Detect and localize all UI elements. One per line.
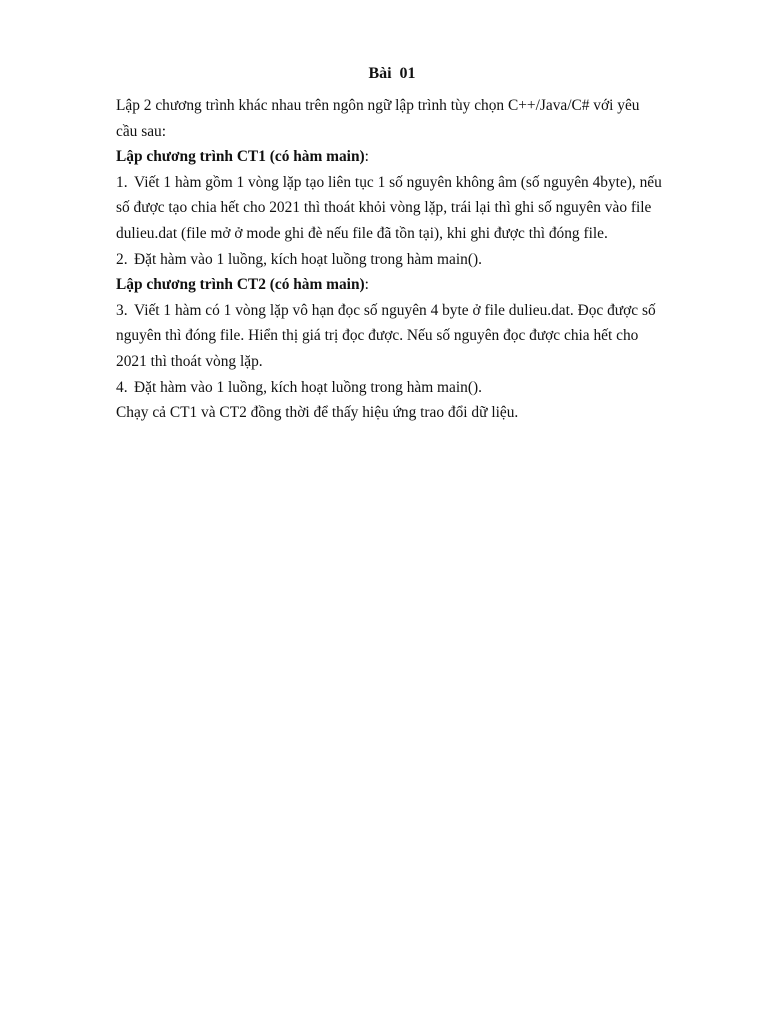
document-body xyxy=(116,93,664,426)
ct2-heading-colon: : xyxy=(364,276,369,294)
page-title: Bài 01 xyxy=(368,65,416,82)
list-item-2 xyxy=(116,247,664,273)
item-number-4: 4. xyxy=(116,378,128,396)
ct1-heading-colon: : xyxy=(364,148,369,166)
closing-paragraph: Chạy cả CT1 và CT2 đồng thời để thấy hiệu ứng trao đổi dữ liệu. xyxy=(116,404,519,422)
ct2-heading-line xyxy=(116,272,664,298)
ct1-heading-line xyxy=(116,144,664,170)
ct1-heading: Lập chương trình CT1 (có hàm main) xyxy=(116,148,365,166)
item-text-2: Đặt hàm vào 1 luồng, kích hoạt luồng trong hàm main(). xyxy=(134,250,482,268)
intro-paragraph: Lập 2 chương trình khác nhau trên ngôn ngữ lập trình tùy chọn C++/Java/C# với yêu cầu sau: xyxy=(116,97,640,140)
item-number-1: 1. xyxy=(116,173,128,191)
item-text-3: Viết 1 hàm có 1 vòng lặp vô hạn đọc số nguyên 4 byte ở file dulieu.dat. Đọc được số nguyên thì đóng file. Hiển thị giá trị đọc được. Nếu số nguyên đọc được chia hết cho 2021 thì thoát vòng lặp. xyxy=(116,301,656,370)
ct2-heading: Lập chương trình CT2 (có hàm main) xyxy=(116,276,365,294)
item-text-1: Viết 1 hàm gồm 1 vòng lặp tạo liên tục 1 số nguyên không âm (số nguyên 4byte), nếu số được tạo chia hết cho 2021 thì thoát khỏi vòng lặp, trái lại thì ghi số nguyên vào file dulieu.dat (file mở ở mode ghi đè nếu file đã tồn tại), khi ghi được thì đóng file. xyxy=(116,173,662,242)
list-item-4 xyxy=(116,375,664,401)
item-text-4: Đặt hàm vào 1 luồng, kích hoạt luồng trong hàm main(). xyxy=(134,378,482,396)
list-item-3 xyxy=(116,298,664,375)
list-item-1 xyxy=(116,170,664,247)
item-number-3: 3. xyxy=(116,301,128,319)
item-number-2: 2. xyxy=(116,250,128,268)
